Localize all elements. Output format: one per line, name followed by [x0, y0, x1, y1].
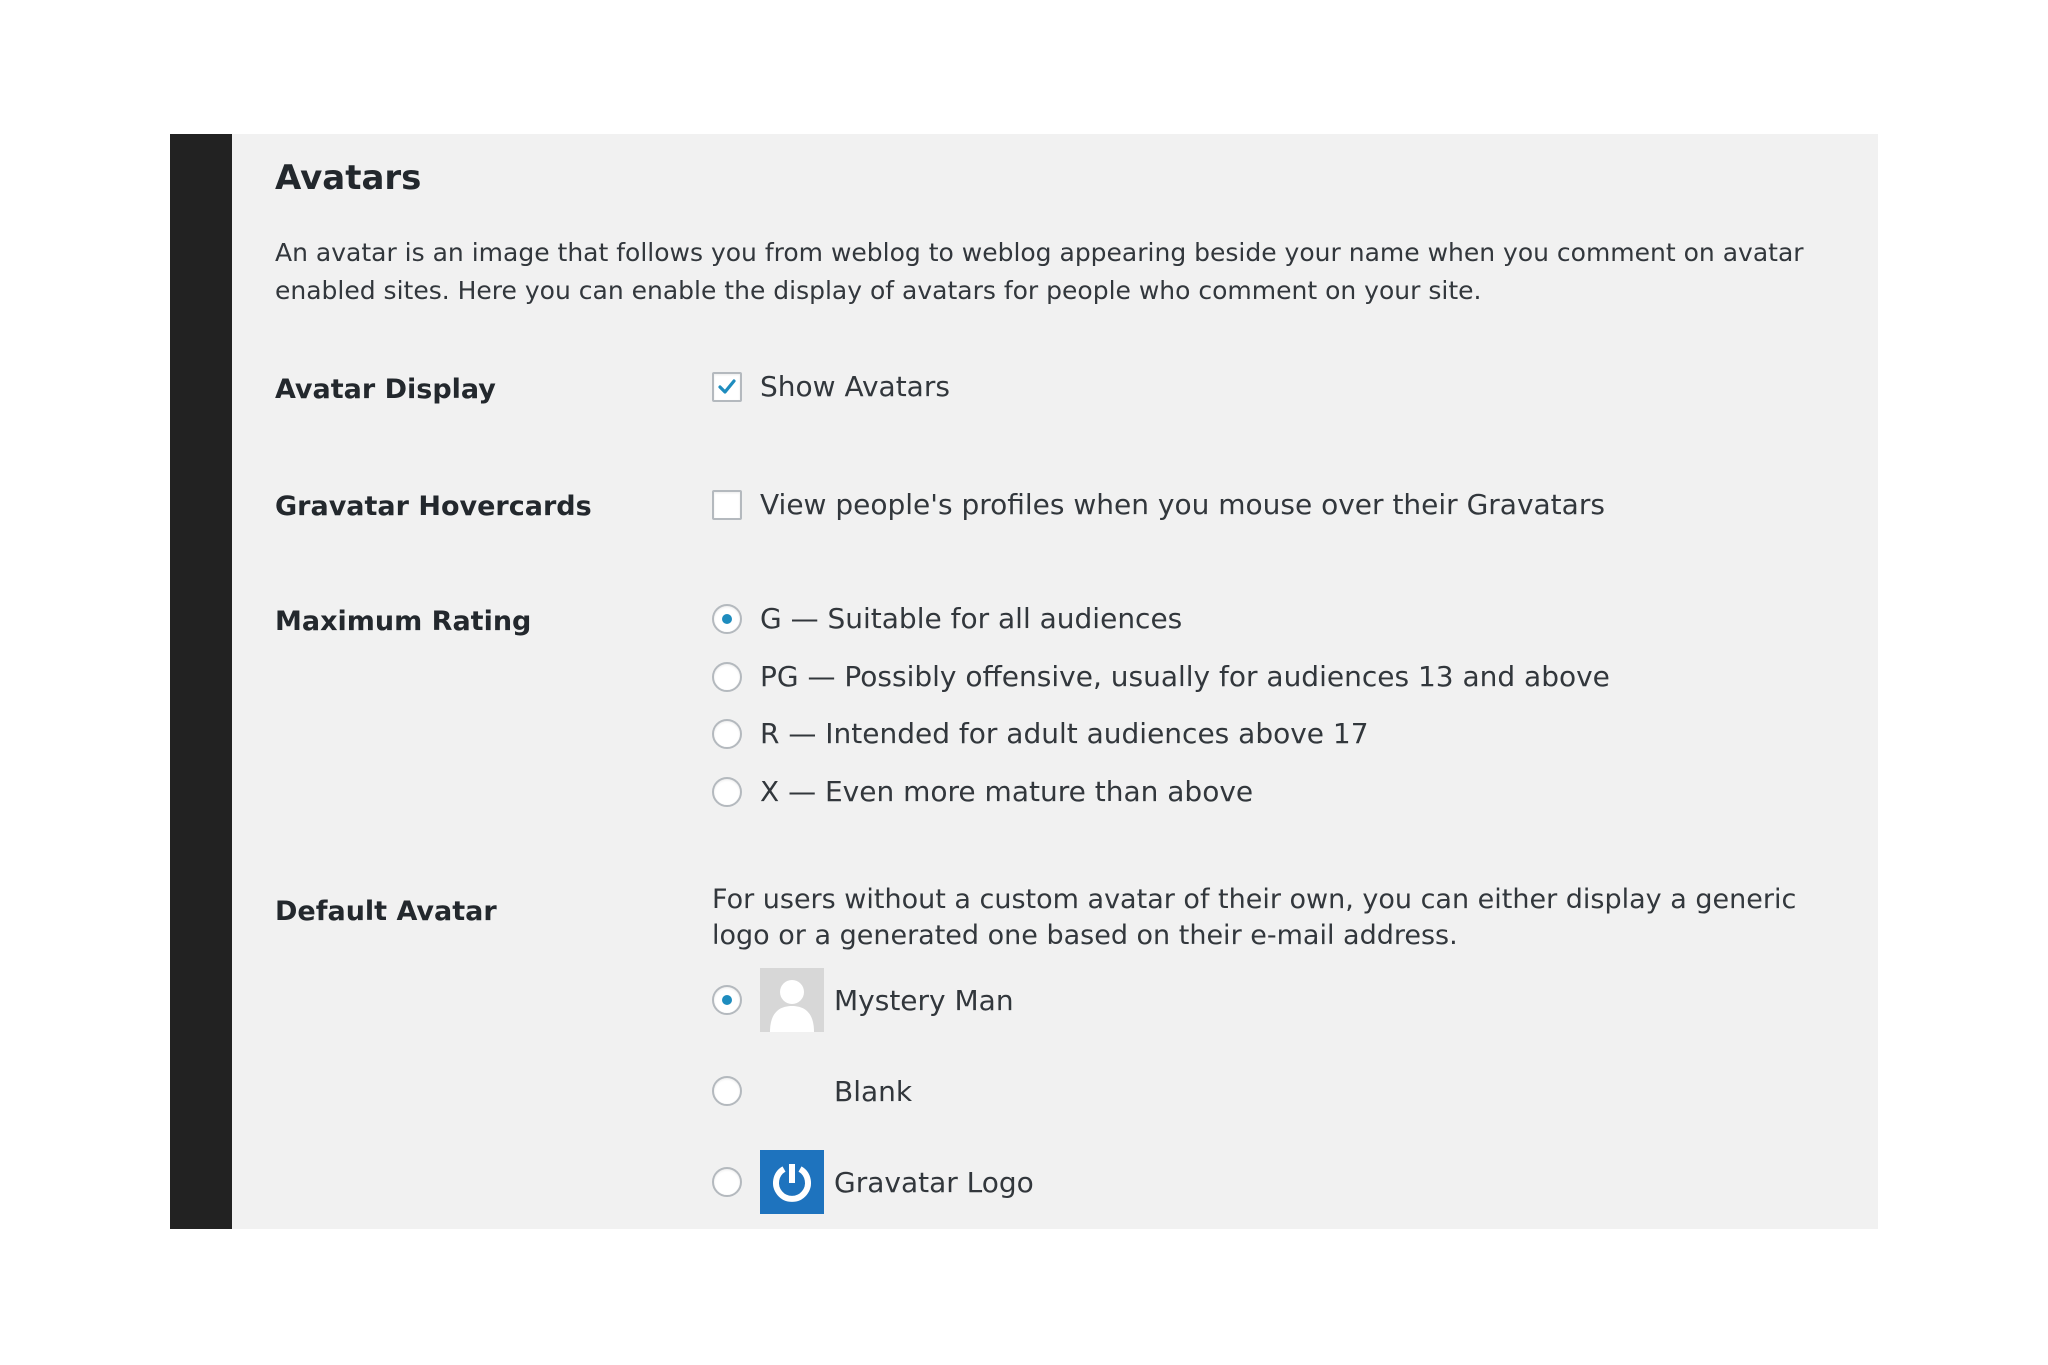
- avatars-settings-section: [275, 134, 1845, 1229]
- rating-option-label: PG — Possibly offensive, usually for audiences 13 and above: [760, 660, 1610, 693]
- hovercards-option-label: View people's profiles when you mouse over their Gravatars: [760, 488, 1605, 521]
- blank-avatar-icon: [760, 1059, 824, 1123]
- default-avatar-label: Default Avatar: [275, 896, 497, 927]
- rating-option-x[interactable]: [712, 775, 1253, 808]
- default-avatar-option-blank[interactable]: [712, 1059, 912, 1123]
- rating-radio-x[interactable]: [712, 777, 742, 807]
- selected-dot-icon: [722, 995, 732, 1005]
- rating-radio-pg[interactable]: [712, 662, 742, 692]
- default-avatar-radio-gravatar-logo[interactable]: [712, 1167, 742, 1197]
- gravatar-hovercards-label: Gravatar Hovercards: [275, 491, 592, 522]
- settings-frame: [170, 134, 1878, 1229]
- show-avatars-label: Show Avatars: [760, 370, 950, 403]
- maximum-rating-label: Maximum Rating: [275, 606, 532, 637]
- avatar-display-label: Avatar Display: [275, 374, 496, 405]
- hovercards-option[interactable]: [712, 488, 1605, 521]
- default-avatar-option-label: Mystery Man: [834, 983, 1014, 1017]
- hovercards-checkbox[interactable]: [712, 490, 742, 520]
- rating-radio-r[interactable]: [712, 719, 742, 749]
- section-intro: An avatar is an image that follows you from weblog to weblog appearing beside your name when you comment on avatar enabled sites. Here you can enable the display of avatars for people who comment on your site.: [275, 238, 1804, 305]
- default-avatar-option-label: Gravatar Logo: [834, 1165, 1034, 1199]
- rating-option-label: G — Suitable for all audiences: [760, 602, 1183, 635]
- default-avatar-radio-mystery-man[interactable]: [712, 985, 742, 1015]
- admin-sidebar: [170, 134, 232, 1229]
- rating-option-label: R — Intended for adult audiences above 17: [760, 717, 1369, 750]
- default-avatar-option-mystery-man[interactable]: [712, 968, 1014, 1032]
- rating-option-r[interactable]: [712, 717, 1369, 750]
- section-title: Avatars: [275, 158, 422, 198]
- checkmark-icon: [716, 376, 738, 398]
- show-avatars-option[interactable]: [712, 370, 950, 403]
- default-avatar-option-gravatar-logo[interactable]: [712, 1150, 1034, 1214]
- mystery-man-avatar-icon: [760, 968, 824, 1032]
- gravatar-logo-icon: [760, 1150, 824, 1214]
- rating-option-label: X — Even more mature than above: [760, 775, 1254, 808]
- rating-option-pg[interactable]: [712, 660, 1610, 693]
- selected-dot-icon: [722, 614, 732, 624]
- default-avatar-radio-blank[interactable]: [712, 1076, 742, 1106]
- default-avatar-option-label: Blank: [834, 1074, 913, 1108]
- rating-radio-g[interactable]: [712, 604, 742, 634]
- default-avatar-description: For users without a custom avatar of their own, you can either display a generic logo or a generated one based on their e-mail address.: [712, 884, 1797, 951]
- show-avatars-checkbox[interactable]: [712, 372, 742, 402]
- rating-option-g[interactable]: [712, 602, 1182, 635]
